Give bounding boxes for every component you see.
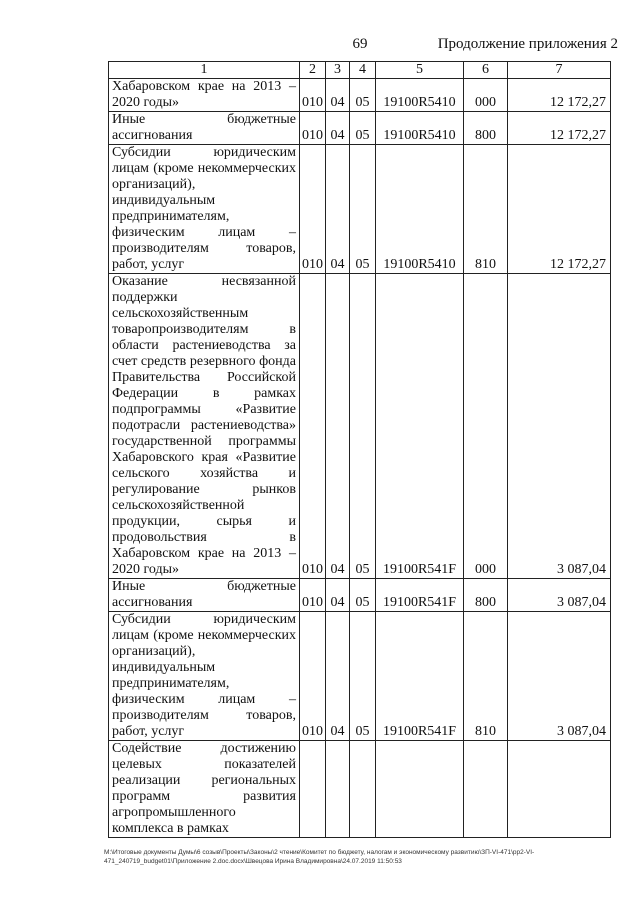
table-row	[109, 145, 611, 274]
table-row	[109, 579, 611, 612]
cell-section: 04	[326, 612, 350, 741]
cell-expense-type: 810	[464, 145, 508, 274]
column-header: 6	[464, 62, 508, 79]
cell-target: 19100R5410	[376, 112, 464, 145]
cell-amount: 3 087,04	[508, 274, 611, 579]
cell-subsection: 05	[350, 274, 376, 579]
row-name: Оказание несвязанной поддержки сельскохозяйственным товаропроизводителям в области растениеводства за счет средств резервного фонда Правительства Российской Федерации в рамках подпрограммы «Развитие подотрасли растениеводства» государственной программы Хабаровского края «Развитие сельского хозяйства и регулирование рынков сельскохозяйственной продукции, сырья и продовольствия в Хабаровском крае на 2013 – 2020 годы»	[109, 274, 300, 579]
row-name: Субсидии юридическим лицам (кроме некоммерческих организаций), индивидуальным предпринимателям, физическим лицам – производителям товаров, работ, услуг	[109, 612, 300, 741]
cell-section: 04	[326, 112, 350, 145]
table-row	[109, 741, 611, 838]
cell-target: 19100R5410	[376, 79, 464, 112]
cell-section: 04	[326, 274, 350, 579]
footer-line: 471_240719_budget01\Приложение 2.doc.docx\Швецова Ирина Владимировна\24.07.2019 11:50:53	[104, 858, 402, 865]
table-row	[109, 612, 611, 741]
file-path-footer	[104, 848, 620, 866]
cell-expense-type: 800	[464, 579, 508, 612]
cell-amount: 3 087,04	[508, 579, 611, 612]
cell-subsection: 05	[350, 612, 376, 741]
cell-subsection: 05	[350, 579, 376, 612]
cell-amount: 3 087,04	[508, 612, 611, 741]
page-number: 69	[352, 36, 368, 52]
row-name: Хабаровском крае на 2013 – 2020 годы»	[109, 79, 300, 112]
cell-amount	[508, 741, 611, 838]
cell-subsection: 05	[350, 112, 376, 145]
cell-code	[300, 741, 326, 838]
row-name: Субсидии юридическим лицам (кроме некоммерческих организаций), индивидуальным предпринимателям, физическим лицам – производителям товаров, работ, услуг	[109, 145, 300, 274]
cell-section: 04	[326, 79, 350, 112]
column-header: 5	[376, 62, 464, 79]
cell-expense-type: 000	[464, 274, 508, 579]
cell-section: 04	[326, 145, 350, 274]
row-name: Иные бюджетные ассигнования	[109, 579, 300, 612]
column-header: 2	[300, 62, 326, 79]
budget-table	[108, 61, 611, 838]
cell-amount: 12 172,27	[508, 79, 611, 112]
table-header-row	[109, 62, 611, 79]
cell-code: 010	[300, 579, 326, 612]
cell-amount: 12 172,27	[508, 112, 611, 145]
cell-subsection	[350, 741, 376, 838]
column-header: 1	[109, 62, 300, 79]
cell-amount: 12 172,27	[508, 145, 611, 274]
cell-code: 010	[300, 79, 326, 112]
cell-code: 010	[300, 274, 326, 579]
cell-subsection: 05	[350, 79, 376, 112]
cell-target: 19100R5410	[376, 145, 464, 274]
cell-expense-type: 000	[464, 79, 508, 112]
table-row	[109, 274, 611, 579]
footer-line: M:\Итоговые документы Думы\6 созыв\Проекты\Законы\2 чтение\Комитет по бюджету, налогам и экономическому развитию\ЗП-VI-471\pp2-VI-	[104, 849, 535, 856]
cell-target: 19100R541F	[376, 274, 464, 579]
cell-code: 010	[300, 145, 326, 274]
row-name: Иные бюджетные ассигнования	[109, 112, 300, 145]
row-name: Содействие достижению целевых показателей реализации региональных программ развития агропромышленного комплекса в рамках	[109, 741, 300, 838]
cell-target	[376, 741, 464, 838]
column-header: 4	[350, 62, 376, 79]
cell-target: 19100R541F	[376, 612, 464, 741]
cell-code: 010	[300, 612, 326, 741]
column-header: 7	[508, 62, 611, 79]
cell-expense-type	[464, 741, 508, 838]
table-row	[109, 79, 611, 112]
cell-subsection: 05	[350, 145, 376, 274]
cell-expense-type: 810	[464, 612, 508, 741]
table-row	[109, 112, 611, 145]
cell-expense-type: 800	[464, 112, 508, 145]
cell-section	[326, 741, 350, 838]
cell-code: 010	[300, 112, 326, 145]
cell-section: 04	[326, 579, 350, 612]
cell-target: 19100R541F	[376, 579, 464, 612]
continuation-title: Продолжение приложения 2	[437, 36, 618, 52]
column-header: 3	[326, 62, 350, 79]
